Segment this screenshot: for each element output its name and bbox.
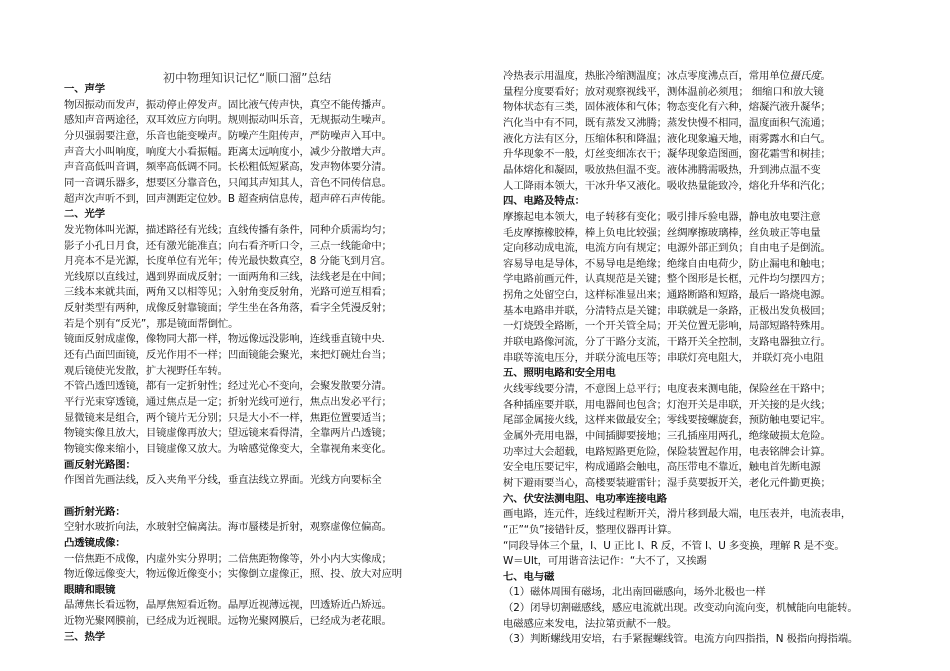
- line-text: 影子小孔日月食，还有激光能准直；向右看齐听口令，三点一线能命中；: [64, 239, 392, 252]
- line-text: 容易导电是导体，不易导电是绝缘；绝缘自由电荷少，防止漏电和触电；: [503, 257, 831, 270]
- text-line: [503, 210, 891, 224]
- line-text: 二、光学: [64, 208, 105, 221]
- line-text: 超声次声听不到，回声测距定位妙。B 超查病信息传，超声碎石声传能。: [64, 192, 392, 205]
- text-line: [64, 192, 440, 206]
- line-text: 空射水玻折向法，水玻射空偏离法。海市蜃楼是折射，观察虚像位偏高。: [64, 521, 392, 534]
- text-line: [64, 348, 440, 362]
- line-text: 一灯烧毁全路断，一个开关管全局；开关位置无影响，局部短路特殊用。: [503, 320, 831, 333]
- line-text: 一、声学: [64, 83, 105, 95]
- line-text: 若是个别有“反光”，那是镜面帮倒忙。: [64, 317, 239, 330]
- line-text: 作图首先画法线，反入夹角平分线，垂直法线立界面。光线方向要标全: [64, 474, 382, 487]
- text-line: [64, 223, 440, 237]
- text-line: [503, 382, 891, 396]
- text-line: [64, 160, 440, 174]
- text-line: [64, 442, 440, 456]
- text-line: [64, 411, 440, 425]
- line-text: 五、照明电路和安全用电: [503, 367, 616, 380]
- line-text: W＝UIt，可用谐音法记作：“大不了，又挨踢: [503, 555, 707, 568]
- text-line: [503, 100, 891, 114]
- line-text: “正”“负”接错针反，整理仪器再计算。: [503, 523, 678, 536]
- text-line: [503, 163, 891, 177]
- text-line: [64, 552, 440, 566]
- line-text: 画反射光路图：: [64, 458, 136, 471]
- line-text: 六、伏安法测电阻、电功率连接电路: [503, 492, 667, 505]
- line-text: （2）闭导切割磁感线，感应电流就出现。改变动向流向变，机械能向电能转。: [503, 602, 858, 615]
- text-line: [503, 272, 891, 286]
- line-text: 人工降雨本领大，干冰升华又液化。吸收热量能致冷，熔化升华和汽化；: [503, 179, 831, 192]
- line-text: 基本电路串并联，分清特点是关键；串联就是一条路，正极出发负极回；: [503, 304, 831, 317]
- text-line: [64, 395, 440, 409]
- text-line: [503, 335, 891, 349]
- line-text: 电磁感应来发电，法拉第贡献不一般。: [503, 617, 678, 630]
- section-heading: [64, 505, 440, 519]
- line-text: “同段导体三个量，I、U 正比 I、R 反，不管 I、U 多变换，理解 R 是不变。: [503, 539, 845, 552]
- text-line: [64, 379, 440, 393]
- text-line: [503, 226, 891, 240]
- line-text: 晶体熔化和凝固，吸放热但温不变。液体沸腾需吸热，升到沸点温不变: [503, 163, 821, 176]
- line-text: 学电路前画元件，认真规范是关键；整个图形是长框，元件均匀摆四方；: [503, 273, 831, 286]
- text-line: [503, 539, 891, 553]
- text-line: [503, 69, 891, 83]
- line-text: 升华现象不一般，灯丝变细冻衣干；凝华现象造图画，窗花霜雪和树挂；: [503, 148, 831, 161]
- line-text: 冷热表示用温度，热胀冷缩测温度；冰点零度沸点百，常用单位: [503, 70, 790, 82]
- text-line: [64, 98, 440, 112]
- text-line: [503, 351, 891, 365]
- section-heading: [64, 630, 440, 644]
- section-heading: [64, 82, 440, 96]
- line-text: 晶薄焦长看远物，晶厚焦短看近物。晶厚近视薄远视，凹透矫近凸矫远。: [64, 599, 392, 612]
- line-text: 摩擦起电本领大，电子转移有变化；吸引排斥验电器，静电放电要注意: [503, 210, 821, 223]
- line-text: 液化方法有区分，压缩体积和降温；液化现象遍天地，雨雾露水和白气。: [503, 132, 831, 145]
- line-text: 物镜实像来缩小，目镜虚像又放大。为啥感觉像变大，全靠视角来变化。: [64, 442, 392, 455]
- line-text: 三、热学: [64, 630, 105, 643]
- text-line: [64, 364, 440, 378]
- text-line: [503, 429, 891, 443]
- line-text: 三线本来就共面，两角又以相等见；入射角变反射角，光路可逆互相看；: [64, 286, 392, 299]
- line-text: 金属外壳用电器，中间插脚要接地；三孔插座用两孔，绝缘破损太危险。: [503, 429, 831, 442]
- line-text: （3）判断螺线用安培，右手紧握螺线管。电流方向四指指，N 极指向拇指端。: [503, 633, 859, 646]
- text-line: [64, 332, 440, 346]
- text-line: [503, 288, 891, 302]
- line-text: 镜面反射成虚像，像物同大都一样，物远像远没影响，连线垂直镜中央．: [64, 333, 392, 346]
- text-line: [503, 507, 891, 521]
- text-line: [64, 614, 440, 628]
- text-line: [64, 176, 440, 190]
- line-text: 毛皮摩擦橡胶棒，棒上负电比较强；丝绸摩擦玻璃棒，丝负玻正等电量: [503, 226, 821, 239]
- line-text: 显微镜来是组合，两个镜片无分别；只是大小不一样，焦距位置要适当；: [64, 411, 392, 424]
- text-line: [64, 254, 440, 268]
- text-line: [503, 85, 891, 99]
- line-text: 火线零线要分清，不意图上总平行；电度表来测电能，保险丝在干路中；: [503, 383, 831, 395]
- line-text: 同一音调乐器多，想要区分靠音色，只闻其声知其人，音色不同传信息。: [64, 176, 392, 189]
- text-line: [503, 585, 891, 599]
- text-line: [503, 413, 891, 427]
- line-text: 发光物体叫光源，描述路径有光线；直线传播有条件，同种介质需均匀；: [64, 223, 392, 236]
- line-text: 定向移动成电流，电流方向有规定；电源外部正到负；自由电子是倒流。: [503, 242, 831, 255]
- text-line: [64, 113, 440, 127]
- line-text: 串联等流电压分，并联分流电压等；串联灯亮电阻大， 并联灯亮小电阻: [503, 351, 824, 364]
- line-text: 反射类型有两种，成像反射靠镜面；学生坐在各角落，看字全凭漫反射；: [64, 302, 392, 315]
- text-line: [503, 445, 891, 459]
- line-text: 汽化当中有不同，既有蒸发又沸腾；蒸发快慢不相同，温度面积气流通；: [503, 116, 831, 129]
- line-end: 。: [820, 70, 831, 82]
- text-line: [503, 617, 891, 631]
- section-heading: [503, 366, 891, 380]
- text-line: [64, 301, 440, 315]
- line-text: 安全电压要记牢，构成通路会触电，高压带电不靠近，触电首先断电源: [503, 461, 821, 474]
- line-text: 尾部金属接火线，这样来做最安全；零线要接螺旋套，预防触电要记牢。: [503, 414, 831, 427]
- text-line: [64, 239, 440, 253]
- text-line: [503, 476, 891, 490]
- line-text: 声音大小叫响度，响度大小看振幅。距离太远响度小，减少分散增大声。: [64, 145, 392, 158]
- text-line: [64, 270, 440, 284]
- section-heading: [64, 458, 440, 472]
- text-line: [503, 241, 891, 255]
- line-text: 各种插座要并联，用电器间也包含；灯泡开关是串联，开关接的是火线；: [503, 398, 831, 411]
- line-text: 光线原以直线过，遇到界面成反射；一面两角和三线，法线老是在中间；: [64, 270, 392, 283]
- section-heading: [503, 570, 891, 584]
- text-line: [503, 601, 891, 615]
- line-text: 声音高低叫音调，频率高低调不同。长松粗低短紧高，发声物体要分清。: [64, 161, 392, 174]
- document-title: 初中物理知识记忆“顺口溜”总结: [163, 71, 332, 85]
- text-line: [503, 632, 891, 646]
- line-text: 拐角之处留空白，这样标准显出来；通路断路和短路，最后一路烧电源。: [503, 289, 831, 302]
- text-line: [503, 132, 891, 146]
- text-line: [503, 319, 891, 333]
- line-text: 物体状态有三类，固体液体和气体；物态变化有六种，熔凝汽液升凝华；: [503, 101, 831, 114]
- line-text: 物因振动而发声，振动停止停发声。固比液气传声快，真空不能传播声。: [64, 98, 392, 111]
- line-text: 分贝强弱要注意，乐音也能变噪声。防噪产生阻传声，严防噪声入耳中。: [64, 129, 392, 142]
- line-text: 眼睛和眼镜: [64, 583, 116, 596]
- text-line: [64, 145, 440, 159]
- line-text: （1）磁体周围有磁场，北出南回磁感向，场外北极也一样: [503, 586, 766, 599]
- line-text: 四、电路及特点：: [503, 195, 585, 208]
- text-line: [64, 520, 440, 534]
- text-line: [64, 317, 440, 331]
- text-line: [64, 598, 440, 612]
- text-line: [503, 147, 891, 161]
- text-line: [64, 129, 440, 143]
- line-text: 树下避雨要当心，高楼要装避雷针；湿手莫要扳开关，老化元件勤更换；: [503, 476, 831, 489]
- line-text: 凸透镜成像：: [64, 536, 126, 549]
- line-text: 物镜实像且放大，目镜虚像再放大；望远镜来看得清，全靠两片凸透镜；: [64, 427, 392, 440]
- line-text: 并联电路像河流，分了干路分支流，干路开关全控制，支路电器独立行。: [503, 336, 831, 349]
- line-text: 平行光束穿透镜，通过焦点是一定；折射光线可逆行，焦点出发必平行；: [64, 396, 392, 408]
- text-line: [503, 304, 891, 318]
- text-line: [503, 460, 891, 474]
- line-text: 近物光聚网膜前，已经成为近视眼。远物光聚网膜后，已经成为老花眼。: [64, 615, 392, 628]
- line-text: 观后镜使光发散，扩大视野任车转。: [64, 364, 228, 377]
- section-heading: [64, 583, 440, 597]
- section-heading: [503, 492, 891, 506]
- text-line: [503, 116, 891, 130]
- section-heading: [64, 207, 440, 221]
- text-line: [64, 567, 440, 581]
- text-line: [503, 179, 891, 193]
- text-line: [503, 554, 891, 568]
- line-text: 还有凸面凹面镜，反光作用不一样；凹面镜能会聚光，来把灯碗灶台当；: [64, 349, 392, 362]
- text-line: [503, 398, 891, 412]
- text-line: [64, 285, 440, 299]
- text-line: [503, 257, 891, 271]
- text-line: [503, 523, 891, 537]
- line-text: 画折射光路：: [64, 505, 126, 518]
- line-text: 物近像远像变大，物远像近像变小；实像倒立虚像正，照、投、放大对应明: [64, 568, 402, 581]
- line-text: 画电路，连元件，连线过程断开关，滑片移到最大端，电压表并，电流表串，: [503, 508, 852, 521]
- section-heading: [503, 194, 891, 208]
- line-text: 功率过大会超载，电路短路更危险，保险装置起作用，电表铭牌会计算。: [503, 445, 831, 458]
- line-text: 月亮本不是光源，长度单位有光年；传光最快数真空，8 分能飞到月宫。: [64, 255, 392, 268]
- line-text: 不管凸透凹透镜，都有一定折射性；经过光心不变向，会聚发散要分清。: [64, 380, 392, 393]
- text-line: [64, 473, 440, 487]
- section-heading: [64, 536, 440, 550]
- text-line: [64, 426, 440, 440]
- line-text: 感知声音两途径，双耳效应方向明。规则振动叫乐音，无规振动生噪声。: [64, 114, 392, 127]
- line-text: 量程分度要看好；放对观察视线平，测体温前必须甩； 细缩口和放大镜: [503, 85, 824, 98]
- line-emphasis: 摄氏度: [789, 70, 821, 82]
- line-text: 一倍焦距不成像，内虚外实分界明；二倍焦距物像等，外小内大实像成；: [64, 552, 392, 565]
- line-text: 七、电与磁: [503, 570, 555, 583]
